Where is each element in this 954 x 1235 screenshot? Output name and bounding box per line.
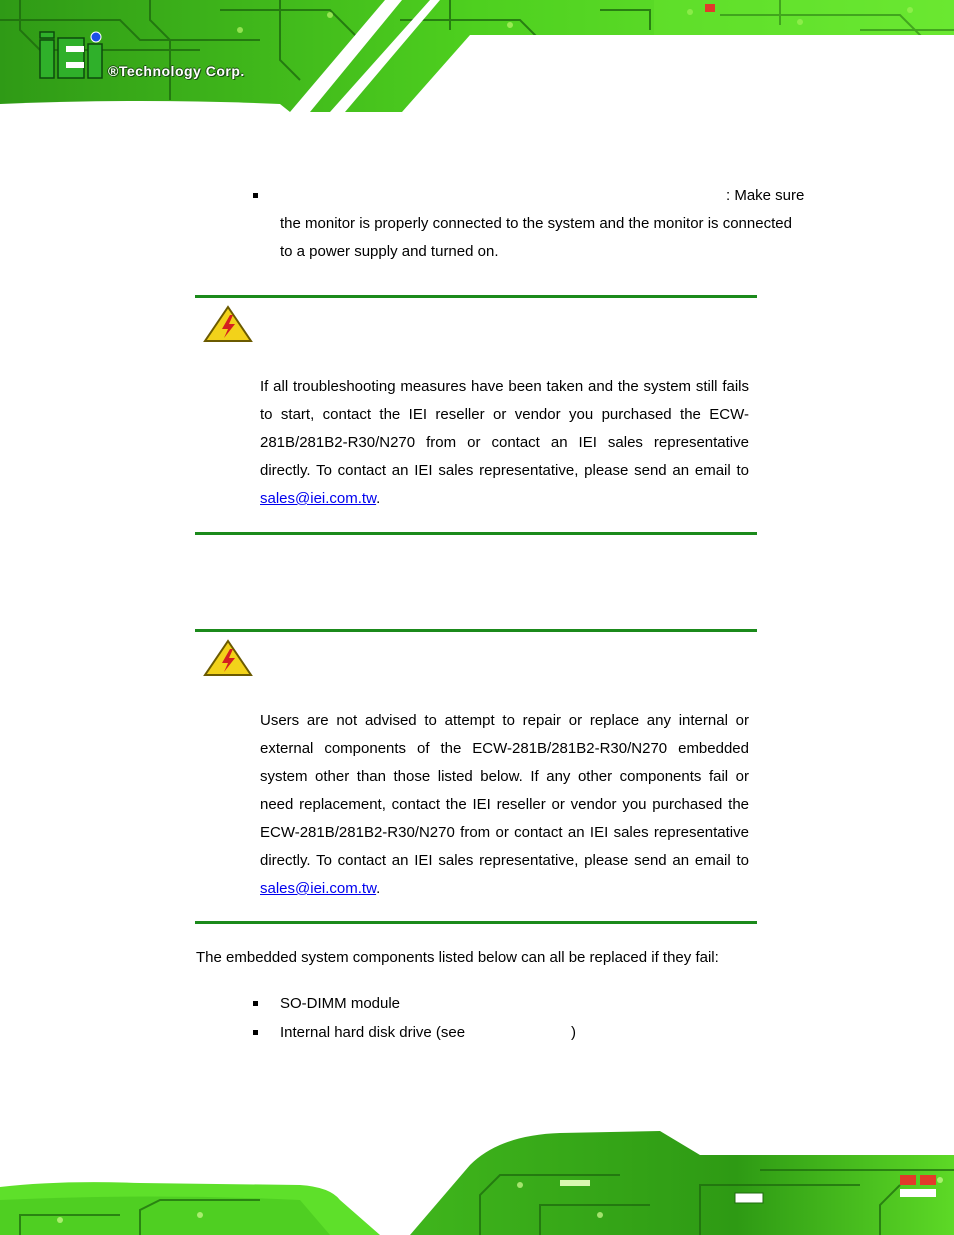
warning-top-rule <box>195 295 757 298</box>
list-item-tail: ) <box>571 1024 576 1041</box>
bullet-text-tail: : Make sure <box>726 187 805 204</box>
header-banner <box>0 0 954 112</box>
warning-icon <box>203 305 253 343</box>
warning-icon <box>203 639 253 677</box>
bullet-text-line2: the monitor is properly connected to the system and the monitor is connected <box>280 215 792 232</box>
bullet-marker <box>253 193 258 198</box>
warning-bottom-rule <box>195 532 757 535</box>
email-link[interactable]: sales@iei.com.tw <box>260 880 377 897</box>
warning-top-rule <box>195 629 757 632</box>
bullet-marker <box>253 1030 258 1035</box>
iei-logo-mark <box>38 30 108 80</box>
bullet-marker <box>253 1001 258 1006</box>
list-item: Internal hard disk drive (see <box>280 1024 466 1041</box>
warning-bottom-rule <box>195 921 757 924</box>
components-intro: The embedded system components listed below can all be replaced if they fail: <box>196 949 719 966</box>
company-name: ®Technology Corp. <box>108 63 245 79</box>
bullet-text-line3: to a power supply and turned on. <box>280 243 499 260</box>
pcb-footer-graphic <box>0 1125 954 1235</box>
iei-logo <box>38 30 108 85</box>
warning-text: Users are not advised to attempt to repair or replace any internal or external components of the ECW-281B/281B2-R30/N270 embedded system other than those listed below. If any other components fail or need replacement, contact the IEI reseller or vendor you purchased the ECW-281B/281B2-R30/N270 from or contact an IEI sales representative directly. To contact an IEI sales representative, please send an email to sales@iei.com.tw. <box>260 712 749 897</box>
list-item: SO-DIMM module <box>280 995 401 1012</box>
footer-banner <box>0 1125 954 1235</box>
email-link[interactable]: sales@iei.com.tw <box>260 490 377 507</box>
warning-text: If all troubleshooting measures have been taken and the system still fails to start, contact the IEI reseller or vendor you purchased the ECW-281B/281B2-R30/N270 from or contact an IEI sales representative directly. To contact an IEI sales representative, please send an email to sales@iei.com.tw. <box>260 378 749 507</box>
pcb-header-graphic <box>0 0 954 112</box>
